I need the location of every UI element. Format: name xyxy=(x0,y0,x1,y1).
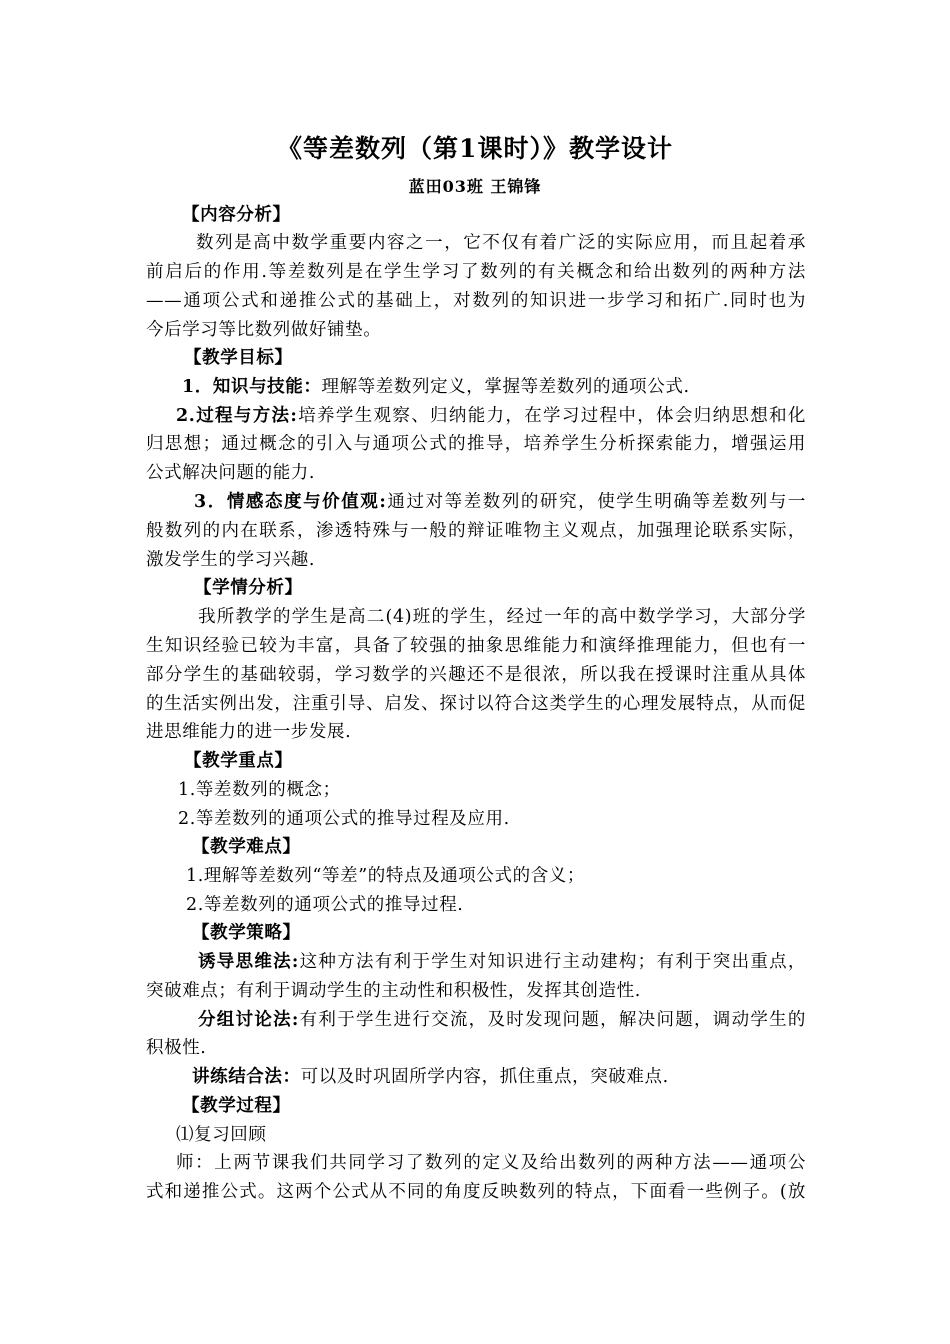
strategy-label: 诱导思维法: xyxy=(198,952,299,972)
goal-label: 2.过程与方法: xyxy=(176,406,298,426)
section-heading-content-analysis: 【内容分析】 xyxy=(182,205,291,225)
paragraph-line: 归思想；通过概念的引入与通项公式的推导，培养学生分析探索能力，增强运用 xyxy=(146,434,806,454)
goal-knowledge xyxy=(182,374,842,400)
paragraph-line: 数列是高中数学重要内容之一，它不仅有着广泛的实际应用，而且起着承 xyxy=(196,233,806,253)
author-line: 蓝田03班 王锦锋 xyxy=(408,177,542,196)
goal-process-line xyxy=(176,403,806,429)
paragraph-line: 式和递推公式。这两个公式从不同的角度反映数列的特点，下面看一些例子。(放 xyxy=(146,1182,806,1202)
section-heading-key-points: 【教学重点】 xyxy=(184,751,293,771)
goal-text: 理解等差数列定义，掌握等差数列的通项公式. xyxy=(321,377,690,397)
goal-text: 通过对等差数列的研究，使学生明确等差数列与一 xyxy=(386,492,806,512)
paragraph-line: 激发学生的学习兴趣. xyxy=(146,550,316,570)
section-heading-strategies: 【教学策略】 xyxy=(192,923,301,943)
strategy-text: 这种方法有利于学生对知识进行主动建构；有利于突出重点， xyxy=(298,952,806,972)
paragraph-line: 部分学生的基础较弱，学习数学的兴趣还不是很浓，所以我在授课时注重从具体 xyxy=(146,665,806,685)
paragraph-line: 前启后的作用.等差数列是在学生学习了数列的有关概念和给出数列的两种方法 xyxy=(146,262,806,282)
strategy-discussion-line xyxy=(198,1007,806,1033)
process-step: ⑴复习回顾 xyxy=(176,1125,267,1145)
paragraph-line: ——通项公式和递推公式的基础上，对数列的知识进一步学习和拓广.同时也为 xyxy=(146,291,806,311)
section-heading-process: 【教学过程】 xyxy=(182,1096,291,1116)
section-heading-teaching-goals: 【教学目标】 xyxy=(184,348,293,368)
paragraph-line: 公式解决问题的能力. xyxy=(146,463,316,483)
section-heading-student-analysis: 【学情分析】 xyxy=(194,578,303,598)
goal-label: 3．情感态度与价值观: xyxy=(194,492,387,512)
list-item: 1.理解等差数列“等差”的特点及通项公式的含义； xyxy=(186,866,585,886)
goal-label: 1．知识与技能： xyxy=(182,377,322,397)
strategy-practice-line xyxy=(192,1064,852,1090)
strategy-text: 有利于学生进行交流，及时发现问题，解决问题，调动学生的 xyxy=(298,1010,806,1030)
goal-text: 培养学生观察、归纳能力，在学习过程中，体会归纳思想和化 xyxy=(297,406,806,426)
document-title: 《等差数列（第1课时）》教学设计 xyxy=(277,134,673,163)
paragraph-line: 的生活实例出发，注重引导、启发、探讨以符合这类学生的心理发展特点，从而促 xyxy=(146,694,806,714)
strategy-label: 分组讨论法: xyxy=(198,1010,299,1030)
paragraph-line: 师：上两节课我们共同学习了数列的定义及给出数列的两种方法——通项公 xyxy=(176,1153,806,1173)
paragraph-line: 生知识经验已较为丰富，具备了较强的抽象思维能力和演绎推理能力，但也有一 xyxy=(146,636,806,656)
goal-attitude-line xyxy=(194,489,806,515)
paragraph-line: 突破难点；有利于调动学生的主动性和积极性，发挥其创造性. xyxy=(146,981,641,1001)
list-item: 2.等差数列的通项公式的推导过程. xyxy=(186,895,464,915)
paragraph-line: 今后学习等比数列做好铺垫。 xyxy=(146,320,382,340)
paragraph-line: 我所教学的学生是高二(4)班的学生，经过一年的高中数学学习，大部分学 xyxy=(198,607,806,627)
paragraph-line: 积极性. xyxy=(146,1038,207,1058)
section-heading-difficulties: 【教学难点】 xyxy=(192,837,301,857)
strategy-induction-line xyxy=(198,949,806,975)
list-item: 2.等差数列的通项公式的推导过程及应用. xyxy=(178,809,510,829)
list-item: 1.等差数列的概念； xyxy=(178,780,341,800)
strategy-label: 讲练结合法： xyxy=(192,1067,301,1087)
paragraph-line: 进思维能力的进一步发展. xyxy=(146,722,352,742)
paragraph-line: 般数列的内在联系，渗透特殊与一般的辩证唯物主义观点，加强理论联系实际， xyxy=(146,521,806,541)
strategy-text: 可以及时巩固所学内容，抓住重点，突破难点. xyxy=(300,1067,669,1087)
